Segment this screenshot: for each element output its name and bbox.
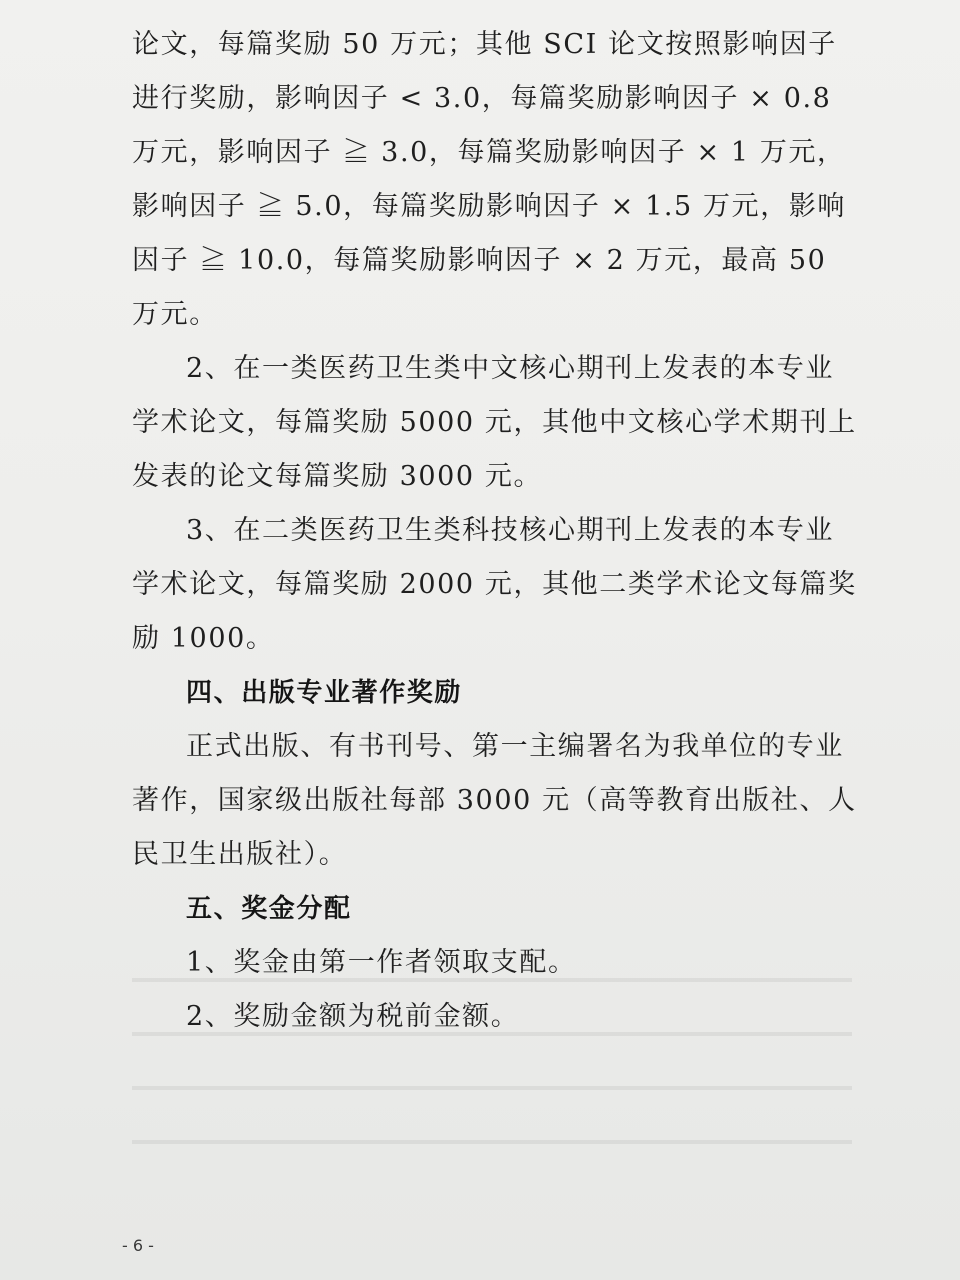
section-five-item-2: 2、奖励金额为税前金额。 <box>186 1001 520 1032</box>
section-four-paragraph: 正式出版、有书刊号、第一主编署名为我单位的专业著作，国家级出版社每部 3000 元（高等教育出版社、人民卫生出版社）。 <box>132 731 857 870</box>
section-four-heading: 四、出版专业著作奖励 <box>186 678 463 708</box>
paragraph-core-journal-rewards: 2、在一类医药卫生类中文核心期刊上发表的本专业学术论文，每篇奖励 5000 元，其他中文核心学术期刊上发表的论文每篇奖励 3000 元。 <box>132 353 857 492</box>
document-body <box>132 18 860 1044</box>
page-number: - 6 - <box>122 1236 154 1255</box>
paragraph-sci-rewards: 论文，每篇奖励 50 万元；其他 SCI 论文按照影响因子进行奖励，影响因子 < 3.0，每篇奖励影响因子 × 0.8 万元，影响因子 ≧ 3.0，每篇奖励影响因子 × 1 万元，影响因子 ≧ 5.0，每篇奖励影响因子 × 1.5 万元，影响因子 ≧ 10.0，每篇奖励影响因子 × 2 万元，最高 50 万元。 <box>132 29 847 330</box>
paragraph-tech-core-rewards: 3、在二类医药卫生类科技核心期刊上发表的本专业学术论文，每篇奖励 2000 元，其他二类学术论文每篇奖励 1000。 <box>132 515 857 654</box>
section-five-item-1: 1、奖金由第一作者领取支配。 <box>186 947 577 978</box>
section-five-heading: 五、奖金分配 <box>186 894 352 924</box>
